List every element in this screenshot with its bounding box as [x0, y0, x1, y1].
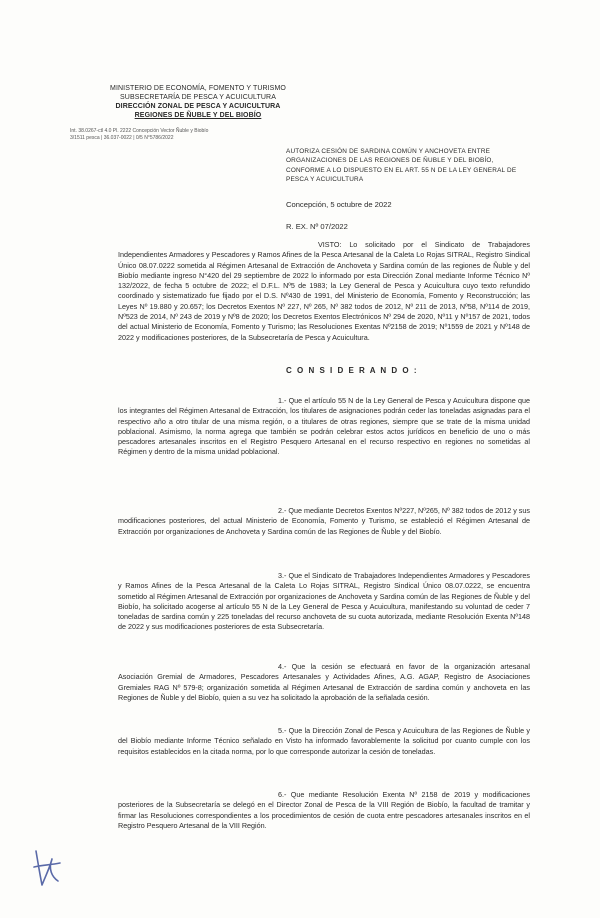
letterhead	[88, 84, 308, 120]
subsecretaria-name: SUBSECRETARÍA DE PESCA Y ACUICULTURA	[120, 94, 276, 101]
resolution-date: Concepción, 5 octubre de 2022	[286, 200, 392, 209]
visto-label: VISTO:	[318, 240, 342, 249]
direccion-name: DIRECCIÓN ZONAL DE PESCA Y ACUICULTURA	[115, 103, 281, 110]
resolution-subject: AUTORIZA CESIÓN DE SARDINA COMÚN Y ANCHOVETA ENTRE ORGANIZACIONES DE LAS REGIONES DE ÑUBLE Y DEL BIOBÍO, CONFORME A LO DISPUESTO EN EL ART. 55 N DE LA LEY GENERAL DE PESCA Y ACUICULTURA	[286, 148, 517, 183]
handwritten-initials-icon	[28, 845, 68, 890]
visto-text: Lo solicitado por el Sindicato de Trabajadores Independientes Armadores y Pescadores y Ramos Afines de la Pesca Artesanal de la Caleta Lo Rojas SITRAL, Registro Sindical Único 08.07.0222 sometida al Régimen Artesanal de Extracción de Anchoveta y Sardina común de las regiones de Ñuble y del Biobío mediante ingreso N°420 del 29 septiembre de 2022 lo informado por esta Dirección Zonal mediante Informe Técnico Nº 132/2022, de fecha 5 octubre de 2022; el D.F.L. Nº5 de 1983; la Ley General de Pesca y Acuicultura cuyo texto refundido coordinado y sistematizado fue fijado por el D.S. Nº430 de 1991, del Ministerio de Economía, Fomento y Reconstrucción; las Leyes Nº 19.880 y 20.657; los Decretos Exentos Nº 227, Nº 265, Nº 382 todos de 2012, Nº 211 de 2013, Nº58, Nº114 de 2019, Nº523 de 2014, Nº 243 de 2019 y Nº8 de 2020; los Decretos Exentos Electrónicos Nº 294 de 2020, Nº11 y Nº157 de 2021, todos del actual Ministerio de Economía, Fomento y Turismo; las Resoluciones Exentas Nº2158 de 2019; Nº1559 de 2021 y Nº148 de 2022 y modificaciones posteriores, de la Subsecretaría de Pesca y Acuicultura.	[118, 240, 530, 342]
address-line-1: Int. 38.0267-ctl 4.0 Pl. 2222 Concepción Vector Ñuble y Biobío	[70, 128, 209, 134]
resolution-number: R. EX. Nº 07/2022	[286, 222, 348, 231]
reference-lines	[70, 128, 310, 142]
considerando-2: 2.- Que mediante Decretos Exentos Nº227, Nº265, Nº 382 todos de 2012 y sus modificaciones posteriores, del actual Ministerio de Economía, Fomento y Turismo, se estableció el Régimen Artesanal de Extracción por organizaciones de Anchoveta y Sardina común de las Regiones de Ñuble y del Biobío.	[118, 506, 530, 536]
considerando-3: 3.- Que el Sindicato de Trabajadores Independientes Armadores y Pescadores y Ramos Afines de la Pesca Artesanal de la Caleta Lo Rojas SITRAL, Registro Sindical Único 08.07.0222, se encuentra sometido al Régimen Artesanal de Extracción por organizaciones de Anchoveta y Sardina común de las Regiones de Ñuble y del Biobío, ha solicitado acogerse al artículo 55 N de la Ley General de Pesca y Acuicultura, manifestando su voluntad de ceder 7 toneladas de sardina común y 225 toneladas del recurso anchoveta de su cuota autorizada, mediante Resolución Exenta Nº148 de 2022 y sus modificaciones posteriores de esta Subsecretaría.	[118, 571, 530, 632]
considerando-4: 4.- Que la cesión se efectuará en favor de la organización artesanal Asociación Gremial de Armadores, Pescadores Artesanales y Actividades Afines, A.G. AGAP, Registro de Asociaciones Gremiales RAG Nº 579-8; organización sometida al Régimen Artesanal de Extracción de sardina común y anchoveta en las Regiones de Ñuble y del Biobío, quien a su vez ha solicitado la aprobación de la señalada cesión.	[118, 662, 530, 702]
visto-paragraph	[118, 240, 530, 343]
considerando-6: 6.- Que mediante Resolución Exenta Nº 2158 de 2019 y modificaciones posteriores de la Subsecretaría se delegó en el Director Zonal de Pesca de la VIII Región de Biobío, la facultad de tramitar y firmar las Resoluciones correspondientes a los procedimientos de cesión de cuota entre pescadores artesanales inscritos en el Registro Pesquero Artesanal de la VIII Región.	[118, 790, 530, 830]
considerando-5: 5.- Que la Dirección Zonal de Pesca y Acuicultura de las Regiones de Ñuble y del Biobío mediante Informe Técnico señalado en Visto ha informado favorablemente la solicitud por cuanto cumple con los requisitos establecidos en la citada norma, por lo que corresponde autorizar la cesión de toneladas.	[118, 726, 530, 756]
regiones-name: REGIONES DE ÑUBLE Y DEL BIOBÍO	[134, 112, 262, 119]
address-line-2: 3/1511 pesca | 36.037-0022 | 0/5 N°5786/2022	[70, 135, 174, 141]
considerando-1: 1.- Que el artículo 55 N de la Ley General de Pesca y Acuicultura dispone que los integrantes del Régimen Artesanal de Extracción, los titulares de asignaciones podrán ceder las toneladas asignadas para el respectivo año a otro titular de una misma región, o a titulares de otras regiones, siempre que se trate de la misma unidad poblacional. Asimismo, la norma agrega que también se podrán celebrar estos actos jurídicos en beneficio de uno o más pescadores artesanales inscritos en el Registro Pesquero Artesanal en el recurso respectivo en regiones no sometidas al Régimen y dentro de la misma unidad poblacional.	[118, 396, 530, 457]
considerando-heading: C O N S I D E R A N D O :	[286, 366, 419, 375]
ministry-name: MINISTERIO DE ECONOMÍA, FOMENTO Y TURISMO	[110, 85, 286, 92]
